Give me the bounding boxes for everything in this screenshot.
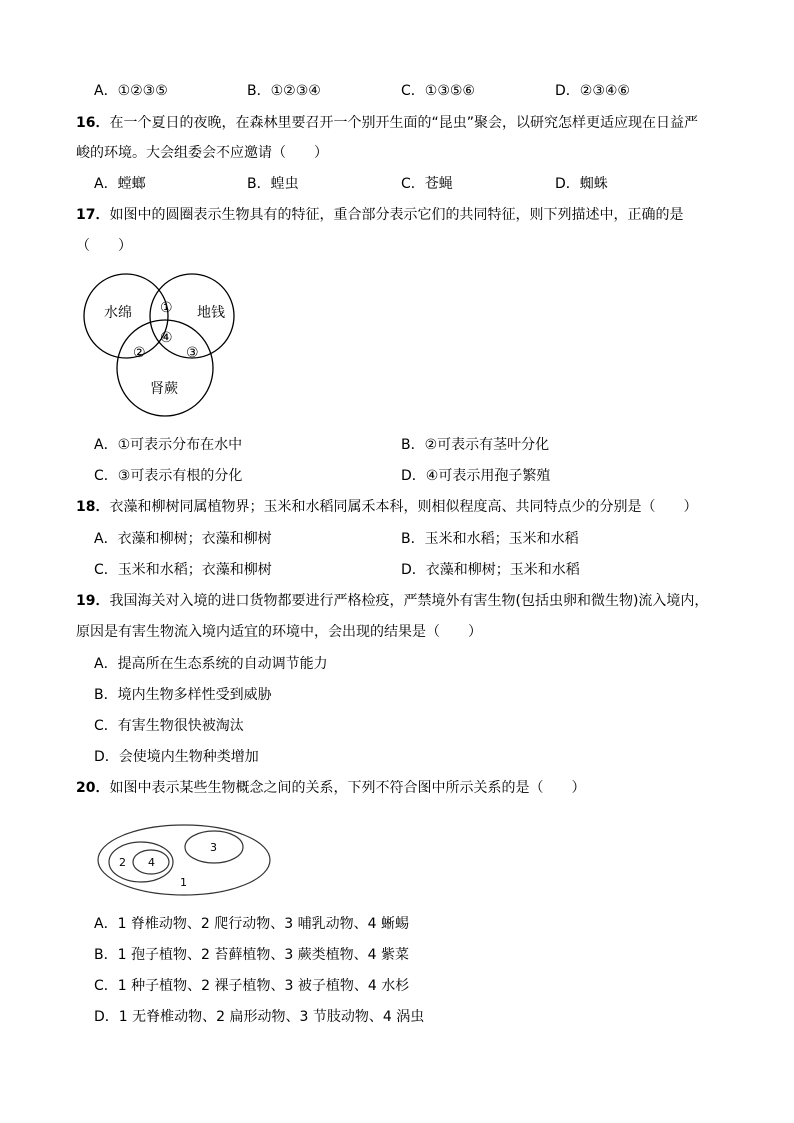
q17-option-c	[94, 466, 242, 486]
q20-option-c	[94, 976, 409, 996]
option-text: ①②③⑤	[117, 83, 168, 99]
option-letter: D．	[401, 562, 426, 578]
option-text: ②可表示有茎叶分化	[424, 437, 550, 453]
option-letter: B．	[94, 687, 118, 703]
question-number: 20．	[76, 780, 110, 796]
q15-option-b	[247, 81, 321, 101]
option-text: 1 无脊椎动物、2 扁形动物、3 节肢动物、4 涡虫	[118, 1009, 425, 1025]
option-letter: A．	[94, 176, 118, 192]
q19-option-d	[94, 747, 259, 767]
q18-option-d	[401, 560, 580, 580]
question-text: 在一个夏日的夜晚，在森林里要召开一个别开生面的“昆虫”聚会，以研究怎样更适应现在日益严	[109, 115, 698, 131]
question-text: 衣藻和柳树同属植物界；玉米和水稻同属禾本科，则相似程度高、共同特点少的分别是（ ）	[109, 499, 698, 515]
question-text: 我国海关对入境的进口货物都要进行严格检疫，严禁境外有害生物(包括虫卵和微生物)流入境内，	[109, 593, 709, 609]
question-number: 18．	[76, 499, 110, 515]
q19-option-a	[94, 654, 328, 674]
question-text: 如图中表示某些生物概念之间的关系，下列不符合图中所示关系的是（ ）	[109, 780, 586, 796]
ellipse-label-4: 4	[148, 856, 155, 869]
option-text: 蜘蛛	[579, 176, 608, 192]
question-number: 17．	[76, 207, 110, 223]
option-text: ④可表示用孢子繁殖	[425, 468, 551, 484]
venn-region-3: ③	[186, 345, 199, 361]
q17-stem-line1	[76, 205, 683, 225]
option-text: 有害生物很快被淘汰	[117, 718, 244, 734]
q18-stem-line1	[76, 497, 697, 517]
option-letter: D．	[555, 176, 580, 192]
venn-label-shenjue: 肾蕨	[150, 381, 178, 397]
option-text: ①②③④	[270, 83, 321, 99]
q17-stem-line2	[76, 236, 132, 256]
option-letter: C．	[94, 562, 118, 578]
option-letter: A．	[94, 531, 118, 547]
question-number: 19．	[76, 593, 110, 609]
q15-option-d	[555, 81, 630, 101]
q19-stem-line1	[76, 591, 708, 611]
q20-option-d	[94, 1007, 424, 1027]
q15-option-a	[94, 81, 168, 101]
option-letter: D．	[94, 749, 119, 765]
option-letter: D．	[401, 468, 426, 484]
q18-option-c	[94, 560, 272, 580]
option-letter: A．	[94, 656, 118, 672]
ellipse-label-2: 2	[119, 856, 126, 869]
q16-option-b	[247, 174, 299, 194]
q19-option-c	[94, 716, 244, 736]
option-letter: C．	[401, 83, 425, 99]
option-letter: C．	[94, 978, 118, 994]
option-letter: B．	[401, 437, 425, 453]
q17-option-d	[401, 466, 550, 486]
option-text: 苍蝇	[424, 176, 453, 192]
q18-option-b	[401, 529, 579, 549]
option-text: 1 种子植物、2 裸子植物、3 被子植物、4 水杉	[117, 978, 410, 994]
q17-option-a	[94, 435, 242, 455]
option-text: 蝗虫	[270, 176, 299, 192]
option-letter: B．	[401, 531, 425, 547]
q20-stem-line1	[76, 778, 585, 798]
q16-stem-line1	[76, 113, 698, 133]
q17-option-b	[401, 435, 549, 455]
option-text: 玉米和水稻；衣藻和柳树	[117, 562, 272, 578]
question-text: （ ）	[76, 238, 132, 254]
option-text: 螳螂	[117, 176, 146, 192]
q19-option-b	[94, 685, 272, 705]
ellipse-label-1: 1	[180, 876, 187, 889]
q16-option-d	[555, 174, 608, 194]
option-text: ②③④⑥	[579, 83, 630, 99]
option-text: ①③⑤⑥	[424, 83, 475, 99]
q17-venn-diagram	[80, 268, 250, 420]
q16-option-c	[401, 174, 453, 194]
venn-label-shuimian: 水绵	[104, 305, 132, 321]
venn-region-2: ②	[133, 345, 146, 361]
question-number: 16．	[76, 115, 110, 131]
q19-stem-line2	[76, 622, 482, 642]
option-text: ③可表示有根的分化	[117, 468, 243, 484]
venn-label-diqian: 地钱	[197, 305, 225, 321]
ellipse-label-3: 3	[210, 841, 217, 854]
option-letter: C．	[94, 468, 118, 484]
q20-option-a	[94, 914, 409, 934]
option-text: 1 脊椎动物、2 爬行动物、3 哺乳动物、4 蜥蜴	[117, 916, 410, 932]
question-text: 如图中的圆圈表示生物具有的特征，重合部分表示它们的共同特征，则下列描述中，正确的是	[109, 207, 684, 223]
option-letter: A．	[94, 83, 118, 99]
option-text: 1 孢子植物、2 苔藓植物、3 蕨类植物、4 紫菜	[117, 947, 410, 963]
option-text: 会使境内生物种类增加	[118, 749, 259, 765]
option-letter: C．	[401, 176, 425, 192]
venn-region-1: ①	[160, 300, 173, 316]
option-text: 境内生物多样性受到威胁	[117, 687, 272, 703]
option-text: 衣藻和柳树；玉米和水稻	[425, 562, 580, 578]
question-text: 原因是有害生物流入境内适宜的环境中，会出现的结果是（ ）	[76, 624, 482, 640]
option-letter: C．	[94, 718, 118, 734]
q20-option-b	[94, 945, 409, 965]
question-text: 峻的环境。大会组委会不应邀请（ ）	[76, 145, 328, 161]
option-letter: D．	[555, 83, 580, 99]
option-text: ①可表示分布在水中	[117, 437, 243, 453]
option-letter: A．	[94, 916, 118, 932]
option-letter: B．	[94, 947, 118, 963]
option-letter: A．	[94, 437, 118, 453]
q16-stem-line2	[76, 143, 328, 163]
q18-option-a	[94, 529, 272, 549]
q15-option-c	[401, 81, 475, 101]
option-text: 衣藻和柳树；衣藻和柳树	[117, 531, 272, 547]
option-text: 玉米和水稻；玉米和水稻	[424, 531, 579, 547]
option-letter: B．	[247, 83, 271, 99]
option-letter: B．	[247, 176, 271, 192]
option-text: 提高所在生态系统的自动调节能力	[117, 656, 328, 672]
option-letter: D．	[94, 1009, 119, 1025]
venn-region-4: ④	[160, 330, 173, 346]
q16-option-a	[94, 174, 146, 194]
q20-nested-ellipse-diagram	[96, 820, 276, 900]
